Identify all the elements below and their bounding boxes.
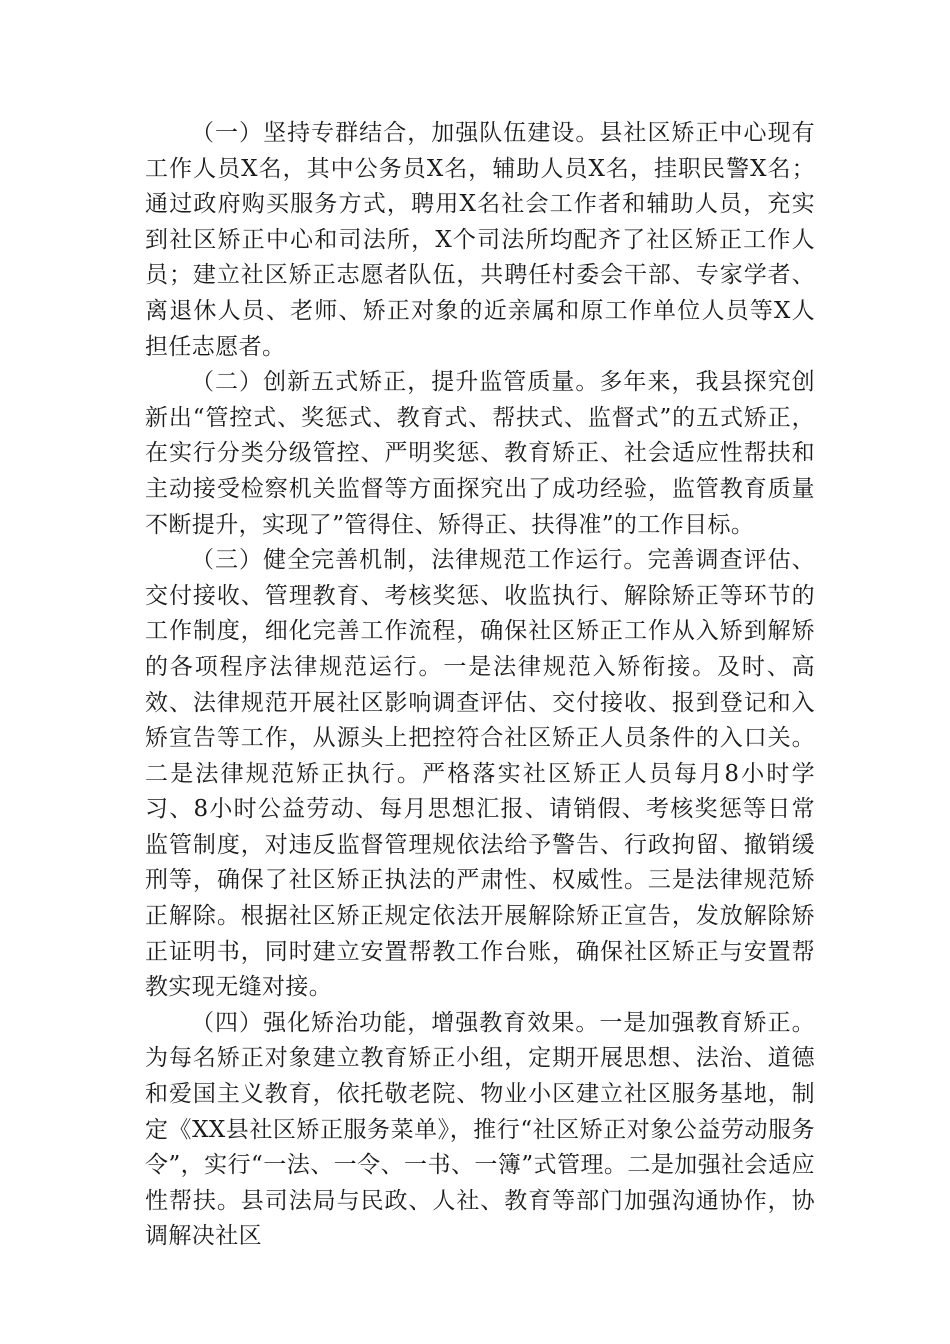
- paragraph-4: （四）强化矫治功能，增强教育效果。一是加强教育矫正。为每名矫正对象建立教育矫正小组，定期开展思想、法治、道德和爱国主义教育，依托敬老院、物业小区建立社区服务基地，制定《XX县社区矫正服务菜单》，推行“社区矫正对象公益劳动服务令”，实行“一法、一令、一书、一簿”式管理。二是加强社会适应性帮扶。县司法局与民政、人社、教育等部门加强沟通协作，协调解决社区: [145, 1009, 815, 1250]
- document-body: [145, 116, 815, 1255]
- paragraph-2: （二）创新五式矫正，提升监管质量。多年来，我县探究创新出“管控式、奖惩式、教育式、帮扶式、监督式”的五式矫正，在实行分类分级管控、严明奖惩、教育矫正、社会适应性帮扶和主动接受检察机关监督等方面探究出了成功经验，监管教育质量不断提升，实现了”管得住、矫得正、扶得准”的工作目标。: [145, 369, 815, 538]
- paragraph-1: （一）坚持专群结合，加强队伍建设。县社区矫正中心现有工作人员X名，其中公务员X名，辅助人员X名，挂职民警X名；通过政府购买服务方式，聘用X名社会工作者和辅助人员，充实到社区矫正中心和司法所，X个司法所均配齐了社区矫正工作人员；建立社区矫正志愿者队伍，共聘任村委会干部、专家学者、离退休人员、老师、矫正对象的近亲属和原工作单位人员等X人担任志愿者。: [145, 120, 815, 360]
- paragraph-3: （三）健全完善机制，法律规范工作运行。完善调查评估、交付接收、管理教育、考核奖惩、收监执行、解除矫正等环节的工作制度，细化完善工作流程，确保社区矫正工作从入矫到解矫的各项程序法律规范运行。一是法律规范入矫衔接。及时、高效、法律规范开展社区影响调查评估、交付接收、报到登记和入矫宣告等工作，从源头上把控符合社区矫正人员条件的入口关。二是法律规范矫正执行。严格落实社区矫正人员每月8小时学习、8小时公益劳动、每月思想汇报、请销假、考核奖惩等日常监管制度，对违反监督管理规依法给予警告、行政拘留、撤销缓刑等，确保了社区矫正执法的严肃性、权威性。三是法律规范矫正解除。根据社区矫正规定依法开展解除矫正宣告，发放解除矫正证明书，同时建立安置帮教工作台账，确保社区矫正与安置帮教实现无缝对接。: [145, 547, 815, 1001]
